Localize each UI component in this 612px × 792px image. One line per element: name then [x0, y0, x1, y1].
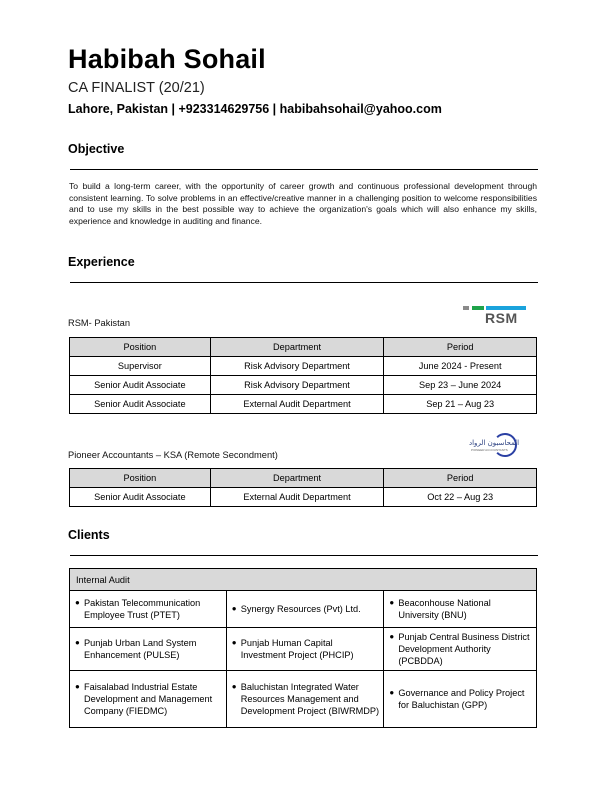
bullet-icon: ●: [75, 638, 80, 647]
period-cell: Oct 22 – Aug 23: [384, 488, 537, 507]
column-header-position: Position: [70, 469, 211, 488]
bullet-icon: ●: [389, 598, 395, 607]
client-name: Governance and Policy Project for Baluchistan (GPP): [398, 688, 525, 710]
position-cell: Supervisor: [70, 357, 211, 376]
client-name: Baluchistan Integrated Water Resources Management and Development Project (BIWRMDP): [240, 682, 380, 716]
bullet-icon: ●: [75, 598, 80, 607]
client-cell: [384, 628, 537, 671]
clients-group-header-row: [70, 569, 537, 591]
client-cell: [226, 628, 384, 671]
rsm-logo-bar-green: [472, 306, 484, 310]
pioneer-logo-subtext: PIONEER ACCOUNTANTS: [471, 448, 508, 452]
client-cell: [226, 671, 384, 728]
position-cell: Senior Audit Associate: [70, 488, 211, 507]
client-name: Beaconhouse National University (BNU): [398, 598, 491, 620]
department-cell: External Audit Department: [210, 488, 384, 507]
client-name: Punjab Urban Land System Enhancement (PULSE): [84, 638, 197, 660]
objective-divider: [70, 169, 538, 170]
column-header-department: Department: [210, 338, 384, 357]
candidate-title: CA FINALIST (20/21): [68, 80, 205, 96]
rsm-logo-text: RSM: [485, 310, 518, 326]
experience-divider: [70, 282, 538, 283]
department-cell: Risk Advisory Department: [210, 357, 384, 376]
position-cell: Senior Audit Associate: [70, 376, 211, 395]
contact-info: Lahore, Pakistan | +923314629756 | habibahsohail@yahoo.com: [68, 102, 442, 116]
candidate-name: Habibah Sohail: [68, 44, 266, 74]
pioneer-logo-text: المحاسبون الرواد: [469, 439, 520, 447]
rsm-logo-bar-gray: [463, 306, 469, 310]
clients-group-label: Internal Audit: [70, 569, 537, 591]
rsm-logo: [463, 306, 527, 326]
table-row: [70, 671, 537, 728]
bullet-icon: ●: [389, 632, 395, 641]
client-cell: [70, 628, 227, 671]
table-row: [70, 591, 537, 628]
column-header-department: Department: [210, 469, 384, 488]
pioneer-accountants-logo: [466, 433, 518, 457]
company-name-rsm: RSM- Pakistan: [68, 318, 130, 328]
department-cell: External Audit Department: [210, 395, 384, 414]
clients-heading: Clients: [68, 528, 110, 542]
clients-table: [69, 568, 537, 728]
bullet-icon: ●: [389, 688, 395, 697]
table-row: [70, 395, 537, 414]
column-header-period: Period: [384, 338, 537, 357]
table-header-row: [70, 469, 537, 488]
bullet-icon: ●: [231, 604, 237, 613]
client-name: Synergy Resources (Pvt) Ltd.: [240, 604, 361, 614]
client-cell: [226, 591, 384, 628]
pioneer-experience-table: [69, 468, 537, 507]
client-name: Punjab Human Capital Investment Project (PHCIP): [240, 638, 354, 660]
client-cell: [384, 671, 537, 728]
table-row: [70, 628, 537, 671]
table-header-row: [70, 338, 537, 357]
experience-heading: Experience: [68, 255, 135, 269]
clients-divider: [70, 555, 538, 556]
column-header-position: Position: [70, 338, 211, 357]
period-cell: Sep 21 – Aug 23: [384, 395, 537, 414]
table-row: [70, 357, 537, 376]
client-name: Pakistan Telecommunication Employee Trust (PTET): [84, 598, 201, 620]
bullet-icon: ●: [231, 682, 237, 691]
table-row: [70, 488, 537, 507]
rsm-experience-table: [69, 337, 537, 414]
client-name: Faisalabad Industrial Estate Development and Management Company (FIEDMC): [84, 682, 213, 716]
bullet-icon: ●: [75, 682, 80, 691]
table-row: [70, 376, 537, 395]
period-cell: Sep 23 – June 2024: [384, 376, 537, 395]
client-cell: [384, 591, 537, 628]
column-header-period: Period: [384, 469, 537, 488]
objective-heading: Objective: [68, 142, 125, 156]
company-name-pioneer: Pioneer Accountants – KSA (Remote Secondment): [68, 450, 278, 460]
bullet-icon: ●: [231, 638, 237, 647]
objective-text: To build a long-term career, with the opportunity of career growth and continuous professional development through consistent learning. To solve problems in an effective/creative manner in a challenging position to welcome responsibilities and to use my skills in the best possible way to achieve the organization's goals which will also enhance my skills, experience and knowledge in auditing and finance.: [69, 181, 537, 227]
client-cell: [70, 671, 227, 728]
department-cell: Risk Advisory Department: [210, 376, 384, 395]
period-cell: June 2024 - Present: [384, 357, 537, 376]
client-name: Punjab Central Business District Development Authority (PCBDDA): [398, 632, 530, 666]
client-cell: [70, 591, 227, 628]
position-cell: Senior Audit Associate: [70, 395, 211, 414]
